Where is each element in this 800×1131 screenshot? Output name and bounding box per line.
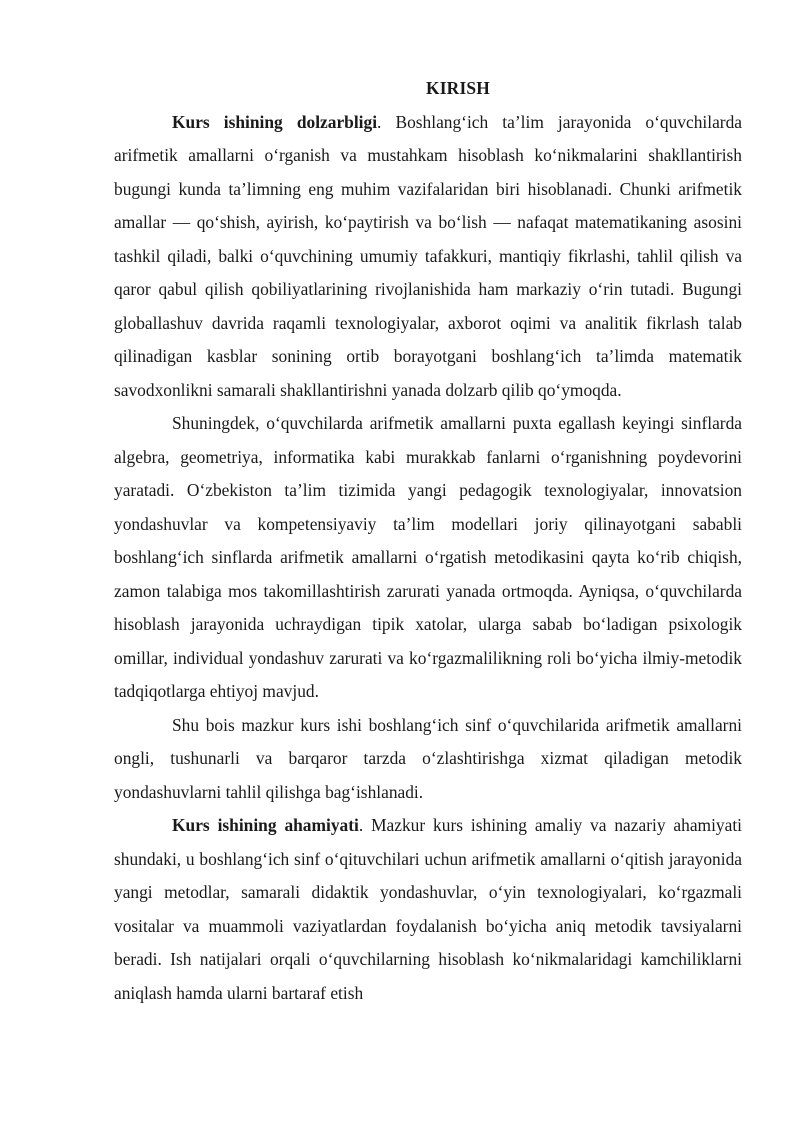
paragraph-relevance [114,106,742,408]
paragraph-purpose [114,709,742,810]
paragraph-text-importance: . Mazkur kurs ishining amaliy va nazariy ahamiyati shundaki, u boshlang‘ich sinf o‘qituvchilari uchun arifmetik amallarni o‘qitish jarayonida yangi metodlar, samarali didaktik yondashuvlar, o‘yin texnologiyalari, ko‘rgazmali vositalar va muammoli vaziyatlardan foydalanish bo‘yicha aniq metodik tavsiyalarni beradi. Ish natijalari orqali o‘quvchilarning hisoblash ko‘nikmalaridagi kamchiliklarni aniqlash hamda ularni bartaraf etish [114,815,742,1003]
paragraph-lead-importance: Kurs ishining ahamiyati [172,815,359,835]
paragraph-text-relevance: . Boshlang‘ich ta’lim jarayonida o‘quvchilarda arifmetik amallarni o‘rganish va mustahkam hisoblash ko‘nikmalarini shakllantirish bugungi kunda ta’limning eng muhim vazifalaridan biri hisoblanadi. Chunki arifmetik amallar — qo‘shish, ayirish, ko‘paytirish va bo‘lish — nafaqat matematikaning asosini tashkil qiladi, balki o‘quvchining umumiy tafakkuri, mantiqiy fikrlashi, tahlil qilish va qaror qabul qilish qobiliyatlarining rivojlanishida ham markaziy o‘rin tutadi. Bugungi globallashuv davrida raqamli texnologiyalar, axborot oqimi va analitik fikrlash talab qilinadigan kasblar sonining ortib borayotgani boshlang‘ich ta’limda matematik savodxonlikni samarali shakllantirishni yanada dolzarb qilib qo‘ymoqda. [114,111,742,400]
paragraph-text-purpose: Shu bois mazkur kurs ishi boshlang‘ich sinf o‘quvchilarida arifmetik amallarni ongli, tushunarli va barqaror tarzda o‘zlashtirishga xizmat qiladigan metodik yondashuvlarni tahlil qilishga bag‘ishlanadi. [114,714,742,802]
paragraph-foundation [114,407,742,709]
section-title: KIRISH [425,78,491,98]
paragraph-text-foundation: Shuningdek, o‘quvchilarda arifmetik amallarni puxta egallash keyingi sinflarda algebra, geometriya, informatika kabi murakkab fanlarni o‘rganishning poydevorini yaratadi. O‘zbekiston ta’lim tizimida yangi pedagogik texnologiyalar, innovatsion yondashuvlar va kompetensiyaviy ta’lim modellari joriy qilinayotgani sababli boshlang‘ich sinflarda arifmetik amallarni o‘rgatish metodikasini qayta ko‘rib chiqish, zamon talabiga mos takomillashtirish zarurati yanada ortmoqda. Ayniqsa, o‘quvchilarda hisoblash jarayonida uchraydigan tipik xatolar, ularga sabab bo‘ladigan psixologik omillar, individual yondashuv zarurati va ko‘rgazmalilikning roli bo‘yicha ilmiy-metodik tadqiqotlarga ehtiyoj mavjud. [114,413,742,701]
paragraph-importance [114,809,742,1010]
document-page [114,72,742,1010]
paragraph-lead-relevance: Kurs ishining dolzarbligi [172,111,378,132]
